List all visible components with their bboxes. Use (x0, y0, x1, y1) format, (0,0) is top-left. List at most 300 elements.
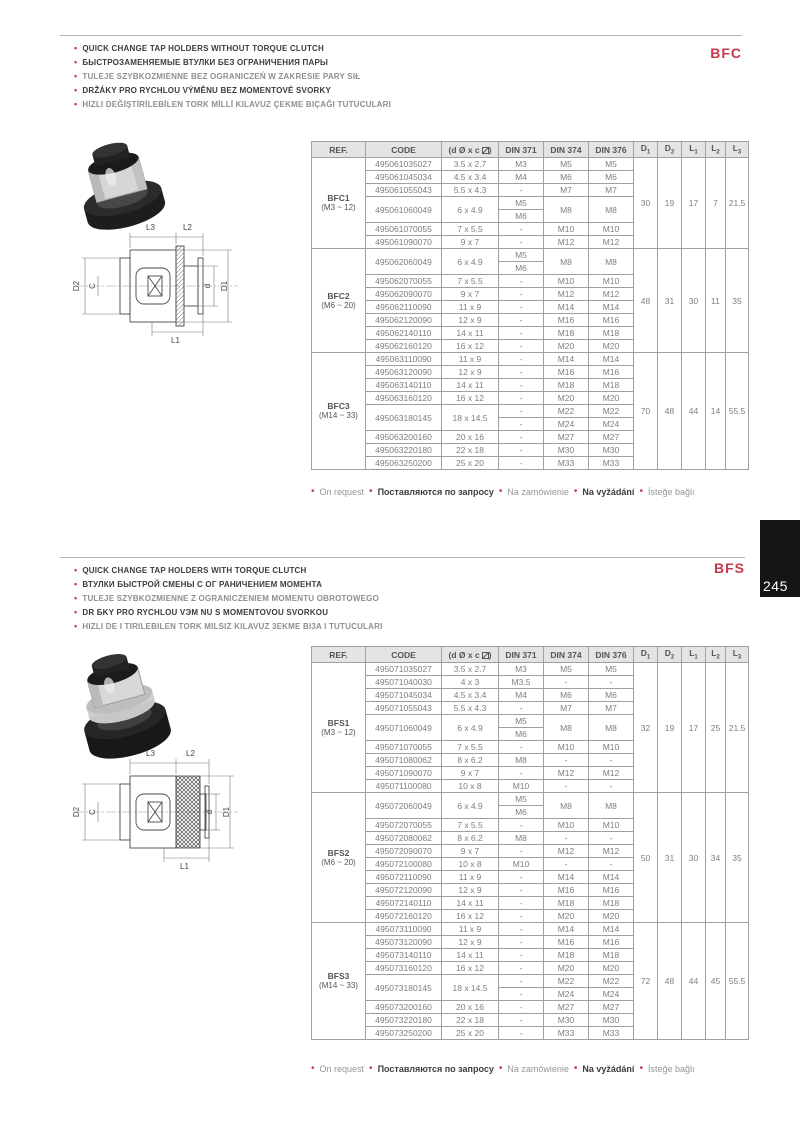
spec-cell: M3.5 (499, 676, 544, 689)
section-divider-rule (60, 35, 742, 36)
spec-cell: 31 (658, 793, 682, 923)
column-header: DIN 376 (589, 647, 634, 663)
spec-cell: 495061090070 (366, 236, 442, 249)
spec-cell: M8 (544, 249, 589, 275)
bullet-icon: • (74, 98, 78, 109)
dimension-label-d1: D1 (222, 806, 232, 818)
bullet-icon: • (74, 42, 78, 53)
section-code-label-bfs: BFS (714, 560, 745, 576)
spec-cell: M18 (544, 949, 589, 962)
spec-cell: M14 (589, 353, 634, 366)
spec-cell: M12 (589, 767, 634, 780)
spec-cell: M20 (544, 340, 589, 353)
section-divider-rule (60, 557, 745, 558)
spec-cell: 4.5 x 3.4 (442, 171, 499, 184)
dimension-label-l1: L1 (180, 862, 189, 871)
spec-cell: M7 (589, 184, 634, 197)
bullet-text: БЫСТРОЗАМЕНЯЕМЫЕ ВТУЛКИ БЕЗ ОГРАНИЧЕНИЯ ПАРЫ (82, 57, 329, 67)
ref-range: (M6 ~ 20) (321, 300, 356, 310)
section-code-label-bfc: BFC (710, 45, 742, 61)
bullet-icon: • (498, 486, 503, 497)
spec-cell: M12 (544, 845, 589, 858)
spec-cell: 3.5 x 2.7 (442, 663, 499, 676)
spec-cell: M27 (544, 1001, 589, 1014)
spec-cell: - (544, 832, 589, 845)
spec-cell: 495072160120 (366, 910, 442, 923)
spec-cell: 20 x 16 (442, 1001, 499, 1014)
ref-cell (312, 249, 366, 353)
bullet-icon: • (311, 486, 315, 497)
bullet-icon: • (74, 620, 78, 631)
spec-cell: M7 (544, 184, 589, 197)
bullet-text: QUICK CHANGE TAP HOLDERS WITH TORQUE CLUTCH (82, 565, 307, 575)
ref-name: BFC1 (327, 193, 350, 203)
spec-cell: M8 (589, 793, 634, 819)
dimension-label-l2: L2 (186, 749, 195, 758)
spec-cell: - (499, 884, 544, 897)
spec-cell: M16 (544, 936, 589, 949)
spec-cell: 495063110090 (366, 353, 442, 366)
spec-cell: 25 (706, 663, 726, 793)
spec-cell: 3.5 x 2.7 (442, 158, 499, 171)
spec-cell: 55.5 (726, 923, 749, 1040)
spec-cell: M10 (589, 819, 634, 832)
spec-cell: - (499, 1014, 544, 1027)
spec-cell: 70 (634, 353, 658, 470)
technical-drawing-bfs (68, 750, 263, 878)
bullet-icon: • (74, 56, 78, 67)
spec-cell: M14 (589, 301, 634, 314)
spec-cell: 495063220180 (366, 444, 442, 457)
note-text: Na vyžádání (582, 1064, 635, 1074)
column-header: $D_1$ (634, 647, 658, 663)
ref-cell (312, 793, 366, 923)
spec-cell: M10 (544, 275, 589, 288)
spec-cell: - (589, 754, 634, 767)
availability-note-bfs (311, 1064, 695, 1074)
spec-cell: 14 x 11 (442, 897, 499, 910)
spec-cell: 495073180145 (366, 975, 442, 1001)
spec-cell: M20 (544, 962, 589, 975)
spec-cell: M8 (544, 197, 589, 223)
spec-cell: - (499, 988, 544, 1001)
spec-cell: 495063250200 (366, 457, 442, 470)
spec-cell: M22 (589, 975, 634, 988)
spec-cell: 14 x 11 (442, 379, 499, 392)
spec-cell: M18 (544, 897, 589, 910)
spec-cell: - (499, 236, 544, 249)
ref-range: (M14 ~ 33) (319, 411, 358, 420)
ref-name: BFC2 (327, 290, 350, 301)
spec-cell: M18 (544, 327, 589, 340)
note-item (499, 1064, 569, 1074)
bullet-text: HIZLI DE I TIRILEBILEN TORK MILSIZ KILAVUZ 3EKME BI3A I TUTUCULARI (82, 621, 383, 631)
spec-cell: 495062090070 (366, 288, 442, 301)
dimension-label-d1: D1 (220, 280, 230, 292)
note-text: Na vyžádání (582, 487, 635, 497)
spec-cell: M7 (544, 702, 589, 715)
note-text: Na zamówienie (507, 487, 569, 497)
spec-cell: 7 x 5.5 (442, 275, 499, 288)
note-item (639, 487, 694, 497)
spec-cell: 495072090070 (366, 845, 442, 858)
spec-cell: 35 (726, 793, 749, 923)
note-item (311, 487, 364, 497)
square-slash-icon (482, 652, 489, 659)
bullet-item (74, 97, 391, 111)
spec-cell: 44 (682, 923, 706, 1040)
spec-cell: 12 x 9 (442, 936, 499, 949)
spec-cell: M33 (544, 1027, 589, 1040)
spec-cell: M16 (589, 884, 634, 897)
spec-cell: - (544, 780, 589, 793)
spec-cell: M10 (499, 858, 544, 871)
dimension-label-c: C (87, 809, 97, 815)
spec-cell: M18 (589, 897, 634, 910)
spec-cell: 495073160120 (366, 962, 442, 975)
spec-cell: M6 (544, 171, 589, 184)
bullet-icon: • (573, 486, 578, 497)
spec-cell: 14 (706, 353, 726, 470)
spec-cell: 19 (658, 663, 682, 793)
bullet-text: TULEJE SZYBKOZMIENNE Z OGRANICZENIEM MOMENTU OBROTOWEGO (82, 593, 379, 603)
spec-cell: 12 x 9 (442, 366, 499, 379)
bullet-text: DR БKY PRO RYCHLOU VЭM NU S MOMENTOVOU SVORKOU (82, 607, 329, 617)
spec-cell: M12 (544, 767, 589, 780)
bullet-item (74, 563, 383, 577)
spec-cell: M6 (589, 171, 634, 184)
spec-cell: 495062070055 (366, 275, 442, 288)
spec-cell: 25 x 20 (442, 1027, 499, 1040)
spec-cell: M14 (544, 353, 589, 366)
bullet-item (74, 83, 391, 97)
ref-name: BFC3 (327, 401, 350, 411)
spec-table-bfc (311, 141, 749, 470)
column-header: CODE (366, 647, 442, 663)
spec-cell: 6 x 4.9 (442, 793, 499, 819)
spec-cell: 495072100080 (366, 858, 442, 871)
spec-cell: 495063160120 (366, 392, 442, 405)
spec-cell: - (499, 418, 544, 431)
spec-cell: - (499, 379, 544, 392)
spec-cell: 495072060049 (366, 793, 442, 819)
spec-cell: 11 x 9 (442, 353, 499, 366)
spec-cell: 21.5 (726, 663, 749, 793)
availability-note-bfc (311, 487, 695, 497)
spec-cell: M24 (544, 418, 589, 431)
spec-cell: 44 (682, 353, 706, 470)
spec-cell: - (499, 314, 544, 327)
spec-cell: 6 x 4.9 (442, 715, 499, 741)
spec-cell: 9 x 7 (442, 767, 499, 780)
column-header: $L_1$ (682, 142, 706, 158)
spec-cell: 495063140110 (366, 379, 442, 392)
bullet-icon: • (369, 1063, 373, 1074)
spec-cell: 495071040030 (366, 676, 442, 689)
bullet-icon: • (74, 84, 78, 95)
column-header: $L_3$ (726, 142, 749, 158)
square-slash-icon (482, 147, 489, 154)
spec-cell: - (499, 301, 544, 314)
ref-cell (312, 353, 366, 470)
spec-cell: - (499, 819, 544, 832)
column-header: REF. (312, 142, 366, 158)
dimension-label-l3: L3 (146, 223, 155, 232)
spec-cell: - (589, 676, 634, 689)
spec-cell: M14 (544, 871, 589, 884)
note-item (369, 1064, 494, 1074)
spec-cell: 31 (658, 249, 682, 353)
spec-cell: M10 (544, 223, 589, 236)
column-header: DIN 371 (499, 142, 544, 158)
spec-cell: M33 (589, 1027, 634, 1040)
column-header: REF. (312, 647, 366, 663)
column-header: $L_2$ (706, 647, 726, 663)
note-text: On request (319, 1064, 365, 1074)
spec-cell: 35 (726, 249, 749, 353)
spec-cell: M20 (589, 392, 634, 405)
spec-cell: M20 (544, 392, 589, 405)
spec-cell: M4 (499, 689, 544, 702)
spec-cell: 495062160120 (366, 340, 442, 353)
spec-cell: M5 (499, 793, 544, 806)
bullet-list-bfc (74, 41, 391, 111)
spec-cell: - (499, 962, 544, 975)
ref-range: (M3 ~ 12) (321, 203, 356, 212)
spec-cell: M18 (589, 327, 634, 340)
ref-name: BFS2 (327, 847, 350, 858)
spec-cell: M30 (544, 1014, 589, 1027)
spec-cell: - (499, 936, 544, 949)
spec-cell: M14 (589, 923, 634, 936)
spec-row (312, 158, 749, 171)
bullet-icon: • (74, 606, 78, 617)
spec-cell: M12 (544, 288, 589, 301)
spec-cell: 495071055043 (366, 702, 442, 715)
spec-cell: M10 (544, 819, 589, 832)
spec-cell: 21.5 (726, 158, 749, 249)
spec-cell: 22 x 18 (442, 444, 499, 457)
dimension-label-l2: L2 (183, 223, 192, 232)
spec-cell: - (499, 975, 544, 988)
spec-cell: M30 (589, 444, 634, 457)
spec-cell: M16 (589, 936, 634, 949)
column-header: DIN 374 (544, 142, 589, 158)
spec-cell: - (499, 223, 544, 236)
spec-cell: - (544, 754, 589, 767)
dimension-label-d: d (203, 283, 213, 289)
spec-cell: - (499, 845, 544, 858)
spec-cell: M20 (544, 910, 589, 923)
spec-cell: - (499, 1027, 544, 1040)
spec-cell: - (499, 871, 544, 884)
spec-cell: 495063200160 (366, 431, 442, 444)
bullet-text: ВТУЛКИ БЫСТРОЙ СМЕНЫ С ОГ РАНИЧЕНИЕМ МОМЕНТА (82, 579, 323, 589)
spec-cell: 6 x 4.9 (442, 249, 499, 275)
spec-cell: M8 (589, 249, 634, 275)
spec-cell: M14 (589, 871, 634, 884)
spec-cell: - (499, 702, 544, 715)
spec-cell: 72 (634, 923, 658, 1040)
spec-cell: 495072080062 (366, 832, 442, 845)
bullet-icon: • (369, 486, 373, 497)
note-item (574, 487, 635, 497)
note-item (574, 1064, 635, 1074)
note-item (499, 487, 569, 497)
spec-cell: 495062120090 (366, 314, 442, 327)
spec-cell: 495072140110 (366, 897, 442, 910)
note-text: Поставляются по запросу (377, 1064, 494, 1074)
page-number: 245 (763, 578, 788, 594)
spec-cell: - (499, 405, 544, 418)
spec-cell: 495073140110 (366, 949, 442, 962)
bullet-icon: • (74, 578, 78, 589)
spec-cell: 495073220180 (366, 1014, 442, 1027)
bullet-text: TULEJE SZYBKOZMIENNE BEZ OGRANICZEŃ W ZAKRESIE PARY SIŁ (82, 71, 361, 81)
spec-cell: 45 (706, 923, 726, 1040)
ref-range: (M6 ~ 20) (321, 857, 356, 867)
spec-cell: 48 (634, 249, 658, 353)
spec-cell: 10 x 8 (442, 780, 499, 793)
note-text: İsteğe bağlı (647, 487, 695, 497)
spec-cell: 20 x 16 (442, 431, 499, 444)
bullet-icon: • (74, 592, 78, 603)
spec-cell: - (499, 288, 544, 301)
column-header: $L_3$ (726, 647, 749, 663)
spec-cell: M5 (544, 663, 589, 676)
spec-row (312, 923, 749, 936)
spec-cell: - (499, 327, 544, 340)
spec-cell: 495071070055 (366, 741, 442, 754)
ref-cell (312, 158, 366, 249)
spec-cell: 495062110090 (366, 301, 442, 314)
spec-cell: M24 (589, 988, 634, 1001)
spec-cell: 495073250200 (366, 1027, 442, 1040)
spec-cell: M20 (589, 962, 634, 975)
spec-cell: 16 x 12 (442, 340, 499, 353)
spec-cell: 495073110090 (366, 923, 442, 936)
spec-cell: 495073200160 (366, 1001, 442, 1014)
spec-cell: M7 (589, 702, 634, 715)
spec-cell: M16 (544, 884, 589, 897)
spec-cell: 495071060049 (366, 715, 442, 741)
spec-cell: M16 (544, 314, 589, 327)
spec-cell: 8 x 6.2 (442, 832, 499, 845)
spec-cell: M5 (589, 158, 634, 171)
spec-cell: - (499, 275, 544, 288)
spec-cell: M8 (589, 715, 634, 741)
spec-cell: M6 (499, 210, 544, 223)
dimension-label-c: C (87, 283, 97, 289)
spec-cell: 30 (682, 793, 706, 923)
spec-cell: 11 x 9 (442, 301, 499, 314)
spec-cell: M12 (544, 236, 589, 249)
bullet-text: DRŽÁKY PRO RYCHLOU VÝMĚNU BEZ MOMENTOVÉ SVORKY (82, 85, 331, 95)
spec-cell: 16 x 12 (442, 392, 499, 405)
spec-cell: 50 (634, 793, 658, 923)
spec-cell: - (499, 949, 544, 962)
spec-cell: 495072070055 (366, 819, 442, 832)
spec-cell: - (589, 858, 634, 871)
bullet-item (74, 619, 383, 633)
spec-cell: - (499, 184, 544, 197)
spec-cell: - (499, 444, 544, 457)
spec-cell: M8 (499, 754, 544, 767)
spec-cell: M6 (499, 806, 544, 819)
spec-cell: 7 (706, 158, 726, 249)
spec-cell: 9 x 7 (442, 236, 499, 249)
bullet-list-bfs (74, 563, 383, 633)
spec-row (312, 249, 749, 262)
spec-cell: - (499, 457, 544, 470)
spec-cell: 55.5 (726, 353, 749, 470)
ref-name: BFS3 (327, 971, 350, 981)
spec-cell: 4.5 x 3.4 (442, 689, 499, 702)
note-text: İsteğe bağlı (647, 1064, 695, 1074)
ref-cell (312, 923, 366, 1040)
spec-cell: 11 x 9 (442, 923, 499, 936)
spec-cell: 32 (634, 663, 658, 793)
spec-cell: 495061070055 (366, 223, 442, 236)
spec-cell: M10 (499, 780, 544, 793)
column-header: $D_2$ (658, 647, 682, 663)
page-tab (760, 520, 800, 597)
spec-cell: 19 (658, 158, 682, 249)
note-text: Na zamówienie (507, 1064, 569, 1074)
bullet-icon: • (498, 1063, 503, 1074)
spec-cell: 495063180145 (366, 405, 442, 431)
bullet-item (74, 69, 391, 83)
spec-cell: M6 (589, 689, 634, 702)
spec-cell: 495071035027 (366, 663, 442, 676)
spec-cell: M18 (544, 379, 589, 392)
bullet-icon: • (74, 70, 78, 81)
dimension-label-l3: L3 (146, 749, 155, 758)
spec-cell: M22 (544, 975, 589, 988)
spec-cell: M27 (589, 431, 634, 444)
spec-cell: - (499, 923, 544, 936)
column-header: (d Ø x c ) (442, 647, 499, 663)
spec-cell: M8 (499, 832, 544, 845)
spec-cell: M33 (589, 457, 634, 470)
note-text: On request (319, 487, 365, 497)
technical-drawing-bfc (68, 224, 263, 352)
column-header: CODE (366, 142, 442, 158)
spec-cell: M10 (589, 741, 634, 754)
bullet-text: QUICK CHANGE TAP HOLDERS WITHOUT TORQUE CLUTCH (82, 43, 325, 53)
spec-cell: M5 (499, 715, 544, 728)
spec-cell: 5.5 x 4.3 (442, 702, 499, 715)
spec-cell: M20 (589, 340, 634, 353)
spec-cell: 30 (634, 158, 658, 249)
spec-cell: M10 (589, 275, 634, 288)
bullet-icon: • (74, 564, 78, 575)
spec-cell: M18 (589, 379, 634, 392)
spec-cell: 18 x 14.5 (442, 405, 499, 431)
spec-cell: - (499, 1001, 544, 1014)
spec-cell: M8 (589, 197, 634, 223)
spec-cell: M12 (589, 236, 634, 249)
spec-cell: 48 (658, 353, 682, 470)
spec-cell: M6 (499, 728, 544, 741)
spec-cell: M30 (544, 444, 589, 457)
bullet-icon: • (573, 1063, 578, 1074)
ref-range: (M14 ~ 33) (319, 981, 358, 990)
spec-cell: 48 (658, 923, 682, 1040)
spec-cell: 11 x 9 (442, 871, 499, 884)
spec-cell: M18 (589, 949, 634, 962)
spec-cell: 495061055043 (366, 184, 442, 197)
